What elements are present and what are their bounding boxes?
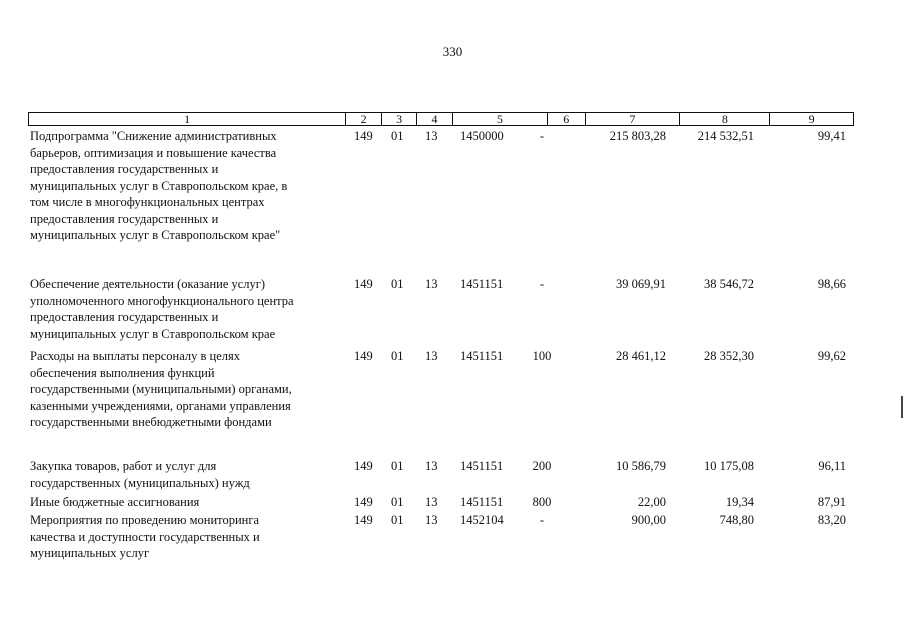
cell-col-3: 01 [391, 349, 404, 363]
cell-col-7: 28 461,12 [616, 349, 666, 363]
cell-col-8: 10 175,08 [704, 459, 754, 473]
row-description [30, 348, 350, 431]
cell-col-7: 39 069,91 [616, 277, 666, 291]
cell-col-4: 13 [425, 129, 438, 143]
cell-col-6: 800 [532, 495, 552, 509]
header-col-1: 1 [29, 113, 346, 125]
cell-col-9: 99,62 [817, 349, 846, 363]
header-col-9: 9 [808, 112, 815, 126]
cell-col-7: 22,00 [637, 495, 666, 509]
cell-col-3: 01 [391, 277, 404, 291]
description-line: Расходы на выплаты персоналу в целях [30, 349, 240, 363]
cell-col-8: 28 352,30 [704, 349, 754, 363]
cell-col-4: 13 [425, 513, 438, 527]
header-col-6: 6 [548, 113, 586, 125]
cell-col-3: 01 [391, 129, 404, 143]
row-description [30, 276, 350, 342]
description-line: государственными (муниципальными) органами, [30, 382, 292, 396]
cell-col-5: 1451151 [460, 495, 504, 509]
cell-col-3: 01 [391, 495, 404, 509]
cell-col-5: 1451151 [460, 459, 504, 473]
cell-col-2: 149 [354, 513, 373, 527]
cell-col-6: 200 [532, 459, 552, 473]
cell-col-7: 900,00 [631, 513, 666, 527]
cell-col-2: 149 [354, 349, 373, 363]
description-line: предоставления государственных и [30, 310, 219, 324]
description-line: Обеспечение деятельности (оказание услуг) [30, 277, 266, 291]
description-line: качества и доступности государственных и [30, 529, 260, 544]
description-line: предоставления государственных и [30, 162, 219, 176]
cell-col-9: 87,91 [817, 495, 846, 509]
description-line: казенными учреждениями, органами управления [30, 398, 291, 413]
header-col-5: 5 [453, 113, 548, 125]
cell-col-2: 149 [354, 495, 373, 509]
description-line: барьеров, оптимизация и повышение качества [30, 145, 277, 160]
header-col-4: 4 [417, 113, 453, 125]
description-line: муниципальных услуг в Ставропольском крае [30, 326, 276, 341]
cell-col-2: 149 [354, 129, 373, 143]
row-description [30, 494, 350, 511]
description-line: муниципальных услуг в Ставропольском крае" [30, 228, 281, 242]
description-line: муниципальных услуг в Ставропольском крае, в [30, 178, 288, 193]
cell-col-7: 10 586,79 [616, 459, 666, 473]
description-line: Подпрограмма "Снижение административных [30, 129, 277, 143]
description-line: уполномоченного многофункционального центра [30, 293, 294, 308]
cell-col-3: 01 [391, 513, 404, 527]
cell-col-8: 214 532,51 [697, 129, 754, 143]
description-line: Иные бюджетные ассигнования [30, 495, 200, 509]
description-line: государственными внебюджетными фондами [30, 415, 272, 429]
cell-col-5: 1451151 [460, 277, 504, 291]
cell-col-9: 96,11 [818, 459, 846, 473]
description-line: том числе в многофункциональных центрах [30, 195, 265, 209]
cell-col-3: 01 [391, 459, 404, 473]
cell-col-6: - [539, 277, 545, 291]
description-line: государственных (муниципальных) нужд [30, 475, 250, 490]
cell-col-9: 83,20 [817, 513, 846, 527]
header-col-2: 2 [346, 113, 382, 125]
page-number: 330 [442, 44, 463, 59]
header-col-8: 8 [680, 113, 770, 125]
header-col-7: 7 [586, 113, 681, 125]
description-line: муниципальных услуг [30, 546, 150, 560]
row-description [30, 512, 350, 562]
cell-col-8: 748,80 [719, 513, 754, 527]
cell-col-2: 149 [354, 459, 373, 473]
header-col-3: 3 [382, 113, 417, 125]
row-description [30, 458, 350, 491]
cell-col-5: 1452104 [460, 513, 504, 527]
description-line: Мероприятия по проведению мониторинга [30, 513, 260, 527]
cell-col-8: 19,34 [725, 495, 754, 509]
cell-col-5: 1450000 [460, 129, 504, 143]
description-line: предоставления государственных и [30, 211, 219, 226]
cell-col-6: - [539, 129, 545, 143]
cell-col-2: 149 [354, 277, 373, 291]
description-line: Закупка товаров, работ и услуг для [30, 459, 217, 473]
cell-col-4: 13 [425, 277, 438, 291]
cell-col-4: 13 [425, 349, 438, 363]
cell-col-9: 98,66 [817, 277, 846, 291]
description-line: обеспечения выполнения функций [30, 365, 215, 380]
row-description [30, 128, 350, 244]
cell-col-6: - [539, 513, 545, 527]
cell-col-9: 99,41 [817, 129, 846, 143]
table-header-row [28, 112, 854, 126]
scan-edge-mark [901, 396, 903, 418]
cell-col-5: 1451151 [460, 349, 504, 363]
cell-col-7: 215 803,28 [609, 129, 666, 143]
cell-col-4: 13 [425, 459, 438, 473]
cell-col-6: 100 [532, 349, 552, 363]
cell-col-4: 13 [425, 495, 438, 509]
cell-col-8: 38 546,72 [704, 277, 754, 291]
